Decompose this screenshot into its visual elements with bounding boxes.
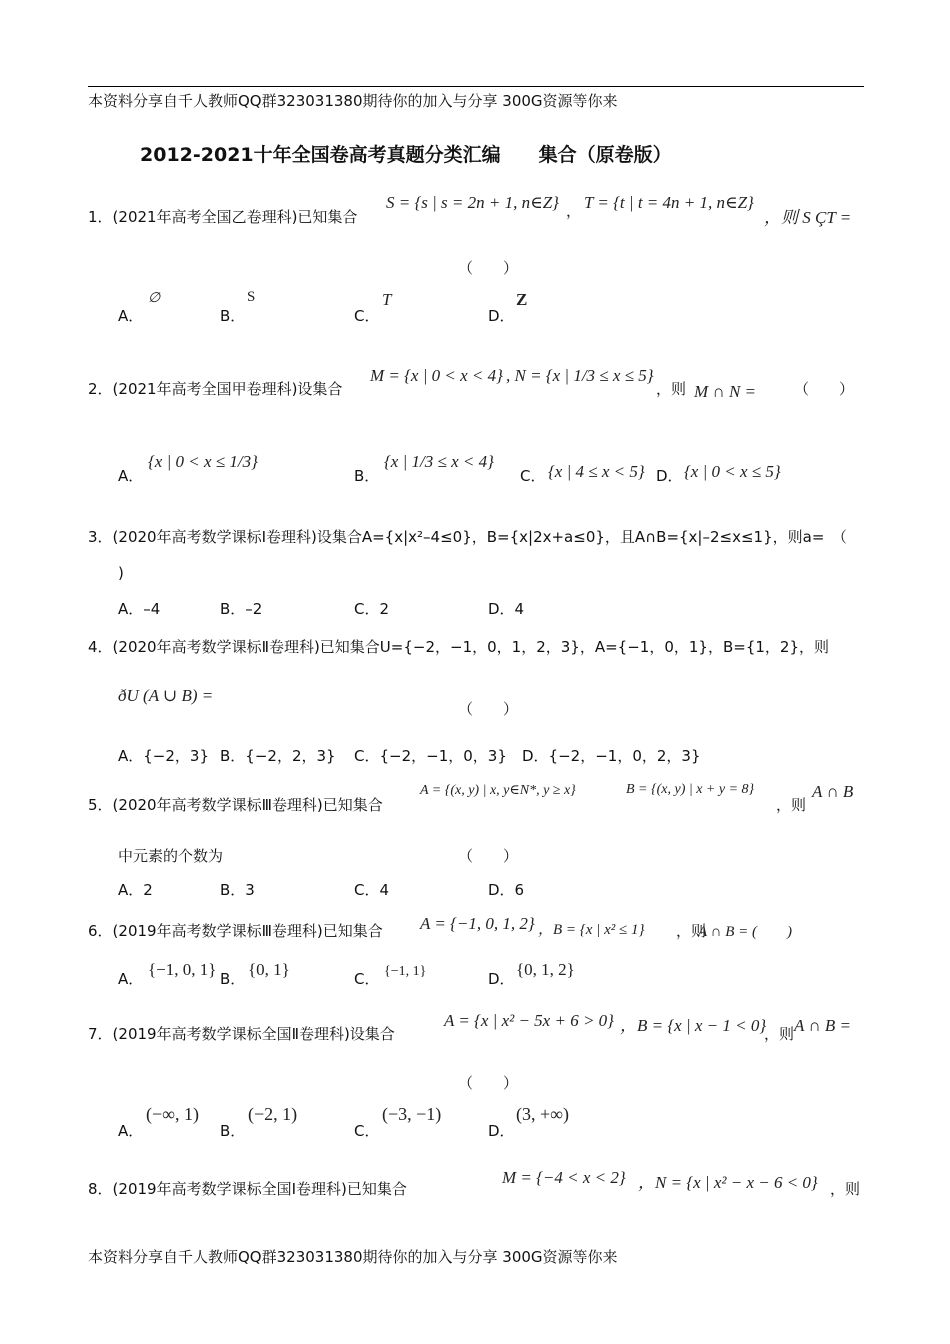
q1-set-s: S = {s | s = 2n + 1, n∈Z} [386,193,559,212]
q5-stem: 5．(2020年高考数学课标Ⅲ卷理科)已知集合 [88,796,383,814]
q6-expr: A ∩ B = ( ) [698,924,792,940]
q5-option-c: C．4 [354,881,390,899]
q8-set-n: ，N = {x | x² − x − 6 < 0} [638,1173,818,1192]
q6-stem: 6．(2019年高考数学课标Ⅲ卷理科)已知集合 [88,922,383,940]
q6-set-a: A = {−1, 0, 1, 2} [420,914,535,933]
q7-tail: ，则 [764,1025,795,1043]
q2-option-a-label: A． [118,467,144,485]
q3-close: ) [118,564,124,582]
q2-option-c-label: C． [520,467,546,485]
header-rule [88,86,864,87]
q5-expr: A ∩ B [812,782,854,801]
q8-stem: 8．(2019年高考数学课标全国Ⅰ卷理科)已知集合 [88,1180,407,1198]
q6-tail: ，则 [676,922,707,940]
q7-stem: 7．(2019年高考数学课标全国Ⅱ卷理科)设集合 [88,1025,395,1043]
page-title: 2012-2021十年全国卷高考真题分类汇编 集合（原卷版） [140,144,672,166]
q4-expr: ðU (A ∪ B) = [118,686,214,705]
q7-option-b-label: B． [220,1122,246,1140]
q1-sep: ， [566,202,582,220]
q3-option-d: D．4 [488,600,525,618]
q1-option-d-label: D． [488,307,515,325]
q2-expr: M ∩ N = [694,382,756,401]
q2-set-m: M = {x | 0 < x < 4} [370,366,503,385]
q1-tail: ，则 S ÇT = [764,208,852,227]
q7-option-c: (−3, −1) [382,1104,442,1124]
q5-option-a: A．2 [118,881,153,899]
q3-option-a: A．–4 [118,600,161,618]
q2-tail: ，则 [656,380,687,398]
q6-option-d-label: D． [488,970,515,988]
q4-stem: 4．(2020年高考数学课标Ⅱ卷理科)已知集合U={−2，−1，0，1，2，3}，A={−1，0，1}，B={1，2}，则 [88,638,829,656]
q4-option-a: A．{−2，3} [118,747,210,765]
q1-option-c-label: C． [354,307,380,325]
q8-set-m: M = {−4 < x < 2} [502,1168,626,1187]
q1-option-b: S [247,289,256,305]
q1-option-c: T [382,290,392,309]
q5-set-b: B = {(x, y) | x + y = 8} [626,782,755,797]
q7-option-a: (−∞, 1) [146,1104,199,1124]
q4-option-c: C．{−2，−1，0，3} [354,747,507,765]
q2-option-b: {x | 1/3 ≤ x < 4} [384,452,494,471]
q2-blank: （ ） [794,380,855,398]
q6-option-b-label: B． [220,970,246,988]
q8-tail: ，则 [830,1180,861,1198]
q6-set-b: ，B = {x | x² ≤ 1} [538,922,645,938]
q6-option-d: {0, 1, 2} [516,960,575,979]
q7-option-b: (−2, 1) [248,1104,298,1124]
q2-option-c: {x | 4 ≤ x < 5} [548,462,645,481]
q2-option-d: {x | 0 < x ≤ 5} [684,462,781,481]
q7-expr: A ∩ B = [794,1016,851,1035]
q1-option-a: ∅ [148,291,161,306]
q7-blank: （ ） [458,1074,519,1092]
q5-blank: （ ） [458,847,519,865]
q3-option-c: C．2 [354,600,390,618]
q7-set-b: ，B = {x | x − 1 < 0} [620,1016,767,1035]
q5-line2: 中元素的个数为 [118,847,224,865]
q7-option-d: (3, +∞) [516,1104,569,1124]
q3-stem: 3．(2020年高考数学课标Ⅰ卷理科)设集合A={x|x²–4≤0}，B={x|2x+a≤0}，且A∩B={x|–2≤x≤1}，则a= （ [88,528,847,546]
q1-stem: 1．(2021年高考全国乙卷理科)已知集合 [88,208,358,226]
q3-option-b: B．–2 [220,600,263,618]
q2-option-b-label: B． [354,467,380,485]
q2-set-n: , N = {x | 1/3 ≤ x ≤ 5} [506,366,654,385]
page-header: 本资料分享自千人教师QQ群323031380期待你的加入与分享 300G资源等你来 [88,92,618,110]
q6-option-a: {−1, 0, 1} [148,960,217,979]
q5-set-a: A = {(x, y) | x, y∈N*, y ≥ x} [420,783,576,798]
q4-blank: （ ） [458,700,519,718]
q5-option-b: B．3 [220,881,255,899]
q5-tail: ，则 [776,796,807,814]
q1-set-t: T = {t | t = 4n + 1, n∈Z} [584,193,754,212]
q4-option-b: B．{−2，2，3} [220,747,336,765]
q5-option-d: D．6 [488,881,525,899]
q6-option-c-label: C． [354,970,380,988]
page-footer: 本资料分享自千人教师QQ群323031380期待你的加入与分享 300G资源等你来 [88,1248,618,1266]
q6-option-c: {−1, 1} [384,964,427,979]
q6-option-a-label: A． [118,970,144,988]
q7-option-d-label: D． [488,1122,515,1140]
q2-option-d-label: D． [656,467,683,485]
q1-option-d: Z [516,290,528,309]
q6-option-b: {0, 1} [248,960,290,979]
q7-option-c-label: C． [354,1122,380,1140]
q4-option-d: D．{−2，−1，0，2，3} [522,747,701,765]
q2-option-a: {x | 0 < x ≤ 1/3} [148,452,258,471]
q7-set-a: A = {x | x² − 5x + 6 > 0} [444,1011,614,1030]
q1-blank: （ ） [458,259,519,277]
q7-option-a-label: A． [118,1122,144,1140]
q1-option-a-label: A． [118,307,144,325]
q2-stem: 2．(2021年高考全国甲卷理科)设集合 [88,380,343,398]
q1-option-b-label: B． [220,307,246,325]
